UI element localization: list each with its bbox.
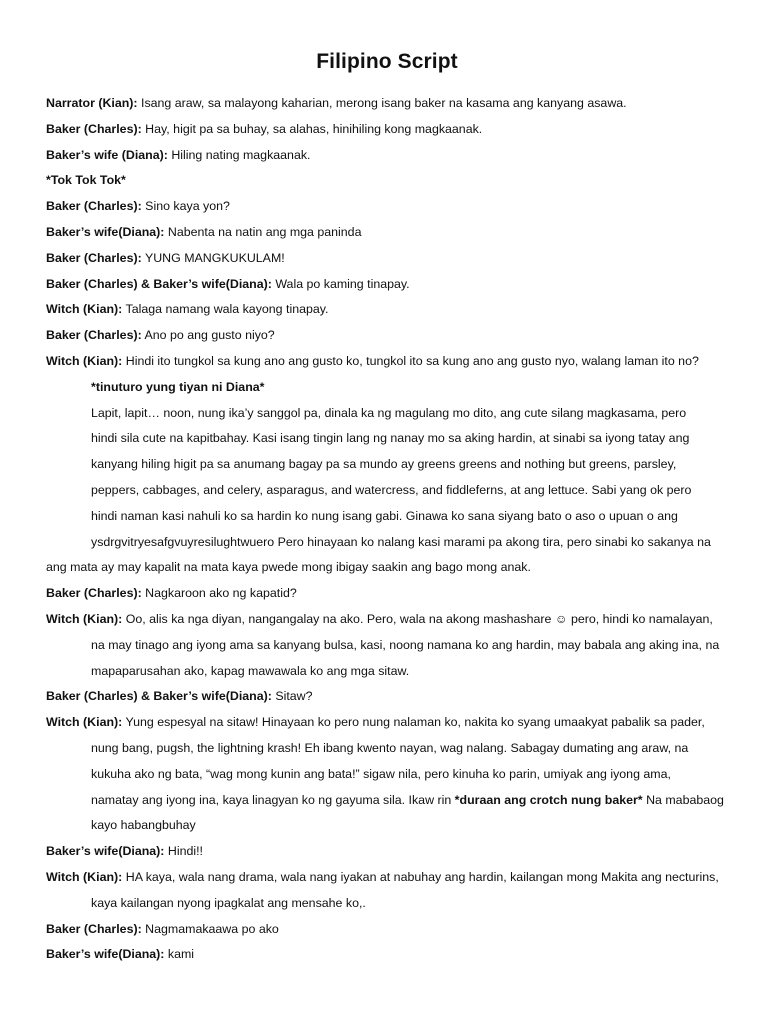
dialogue-text: Hiling nating magkaanak. bbox=[167, 147, 311, 162]
script-line bbox=[46, 117, 728, 143]
speaker-label: Baker (Charles): bbox=[46, 328, 142, 343]
dialogue-text: kanyang hiling higit pa sa anumang bagay pa sa mundo ay greens greens and nothing but greens, parsley, bbox=[91, 457, 677, 472]
script-line bbox=[46, 736, 728, 762]
dialogue-text: Sino kaya yon? bbox=[141, 199, 230, 214]
script-line bbox=[46, 942, 728, 968]
speaker-label: Narrator (Kian): bbox=[46, 96, 138, 110]
script-line bbox=[46, 659, 728, 685]
script-line bbox=[46, 788, 728, 814]
script-line bbox=[46, 813, 728, 839]
speaker-label: Baker (Charles): bbox=[46, 921, 142, 936]
dialogue-text: kukuha ako ng bata, “wag mong kunin ang bata!” sigaw nila, pero kinuha ko parin, umiyak ang iyong ama, bbox=[91, 766, 671, 781]
script-body bbox=[46, 91, 728, 968]
script-line bbox=[46, 478, 728, 504]
script-line bbox=[46, 865, 728, 891]
speaker-label: Baker’s wife(Diana): bbox=[46, 844, 165, 859]
speaker-label: Baker’s wife (Diana): bbox=[46, 147, 168, 162]
script-line bbox=[46, 555, 728, 581]
dialogue-text: Hindi!! bbox=[164, 844, 204, 859]
script-line bbox=[46, 91, 728, 117]
dialogue-text: hindi naman kasi nahuli ko sa hardin ko nung isang gabi. Ginawa ko sana siyang bato o aso o upuan o ang bbox=[91, 508, 678, 523]
dialogue-text: kaya kailangan nyong ipagkalat ang mensahe ko,. bbox=[91, 895, 366, 910]
dialogue-text: Yung espesyal na sitaw! Hinayaan ko pero nung nalaman ko, nakita ko syang umaakyat pabalik sa pader, bbox=[122, 715, 705, 730]
dialogue-text: Hindi ito tungkol sa kung ano ang gusto ko, tungkol ito sa kung ano ang gusto nyo, walang laman ito no? bbox=[122, 353, 699, 368]
dialogue-text: YUNG MANGKUKULAM! bbox=[141, 250, 285, 265]
stage-direction: *duraan ang crotch nung baker* bbox=[454, 792, 643, 807]
dialogue-text: Na mababaog bbox=[642, 792, 724, 807]
script-line bbox=[46, 297, 728, 323]
script-line bbox=[46, 452, 728, 478]
script-line bbox=[46, 891, 728, 917]
script-line bbox=[46, 917, 728, 943]
document-title: Filipino Script bbox=[316, 50, 458, 73]
dialogue-text: Nagkaroon ako ng kapatid? bbox=[141, 586, 297, 601]
dialogue-text: Wala po kaming tinapay. bbox=[271, 276, 410, 291]
dialogue-text: kayo habangbuhay bbox=[91, 818, 196, 833]
script-line bbox=[46, 323, 728, 349]
script-line bbox=[46, 684, 728, 710]
speaker-label: Baker (Charles) & Baker’s wife(Diana): bbox=[46, 276, 272, 291]
script-line bbox=[46, 426, 728, 452]
script-line bbox=[46, 839, 728, 865]
dialogue-text: ysdrgvitryesafgvuyresilughtwuero Pero hinayaan ko nalang kasi marami pa akong tira, pero sinabi ko sakanya na bbox=[91, 534, 711, 549]
script-line bbox=[46, 349, 728, 375]
script-line bbox=[46, 220, 728, 246]
dialogue-text: Isang araw, sa malayong kaharian, merong isang baker na kasama ang kanyang asawa. bbox=[137, 96, 627, 110]
script-line bbox=[46, 246, 728, 272]
script-line bbox=[46, 607, 728, 633]
speaker-label: Baker’s wife(Diana): bbox=[46, 947, 165, 962]
script-line bbox=[46, 762, 728, 788]
dialogue-text: Talaga namang wala kayong tinapay. bbox=[122, 302, 329, 317]
dialogue-text: peppers, cabbages, and celery, asparagus, and watercress, and fiddleferns, at ang lettuce. Sabi yang ok pero bbox=[91, 482, 692, 497]
script-line bbox=[46, 194, 728, 220]
dialogue-text: hindi sila cute na kapitbahay. Kasi isang tingin lang ng nanay mo sa aking hardin, at sinabi sa iyong tatay ang bbox=[91, 431, 690, 446]
script-line bbox=[46, 375, 728, 401]
speaker-label: Witch (Kian): bbox=[46, 302, 123, 317]
speaker-label: Baker (Charles): bbox=[46, 586, 142, 601]
dialogue-text: mapaparusahan ako, kapag mawawala ko ang mga sitaw. bbox=[91, 663, 410, 678]
dialogue-text: Sitaw? bbox=[271, 689, 313, 704]
script-line bbox=[46, 530, 728, 556]
dialogue-text: Oo, alis ka nga diyan, nangangalay na ako. Pero, wala na akong mashashare ☺ pero, hindi ko namalayan, bbox=[122, 611, 713, 626]
dialogue-text: Nabenta na natin ang mga paninda bbox=[164, 224, 362, 239]
dialogue-text: nung bang, pugsh, the lightning krash! Eh ibang kwento nayan, wag nalang. Sabagay dumating ang araw, na bbox=[91, 740, 689, 755]
stage-direction: *Tok Tok Tok* bbox=[46, 173, 126, 188]
dialogue-text: Ano po ang gusto niyo? bbox=[141, 328, 275, 343]
speaker-label: Baker (Charles) & Baker’s wife(Diana): bbox=[46, 689, 272, 704]
speaker-label: Witch (Kian): bbox=[46, 353, 123, 368]
dialogue-text: Nagmamakaawa po ako bbox=[141, 921, 279, 936]
script-line bbox=[46, 710, 728, 736]
dialogue-text: kami bbox=[164, 947, 195, 962]
dialogue-text: namatay ang iyong ina, kaya linagyan ko ng gayuma sila. Ikaw rin bbox=[91, 792, 455, 807]
script-line bbox=[46, 272, 728, 298]
dialogue-text: na may tinago ang iyong ama sa kanyang bulsa, kasi, noong namana ko ang hardin, may babala ang aking ina, na bbox=[91, 637, 720, 652]
speaker-label: Baker (Charles): bbox=[46, 250, 142, 265]
dialogue-text: Lapit, lapit… noon, nung ika’y sanggol pa, dinala ka ng magulang mo dito, ang cute silang magkasama, pero bbox=[91, 405, 687, 420]
speaker-label: Baker (Charles): bbox=[46, 199, 142, 214]
speaker-label: Witch (Kian): bbox=[46, 611, 123, 626]
dialogue-text: HA kaya, wala nang drama, wala nang iyakan at nabuhay ang hardin, kailangan mong Makita ang necturins, bbox=[122, 869, 719, 884]
dialogue-text: Hay, higit pa sa buhay, sa alahas, hinihiling kong magkaanak. bbox=[141, 121, 483, 136]
stage-direction: *tinuturo yung tiyan ni Diana* bbox=[91, 379, 265, 394]
speaker-label: Baker (Charles): bbox=[46, 121, 142, 136]
script-line bbox=[46, 401, 728, 427]
speaker-label: Witch (Kian): bbox=[46, 715, 123, 730]
script-line bbox=[46, 633, 728, 659]
dialogue-text: ang mata ay may kapalit na mata kaya pwede mong ibigay saakin ang bago mong anak. bbox=[46, 560, 531, 575]
speaker-label: Baker’s wife(Diana): bbox=[46, 224, 165, 239]
speaker-label: Witch (Kian): bbox=[46, 869, 123, 884]
script-line bbox=[46, 504, 728, 530]
script-line bbox=[46, 168, 728, 194]
script-line bbox=[46, 581, 728, 607]
script-line bbox=[46, 143, 728, 169]
